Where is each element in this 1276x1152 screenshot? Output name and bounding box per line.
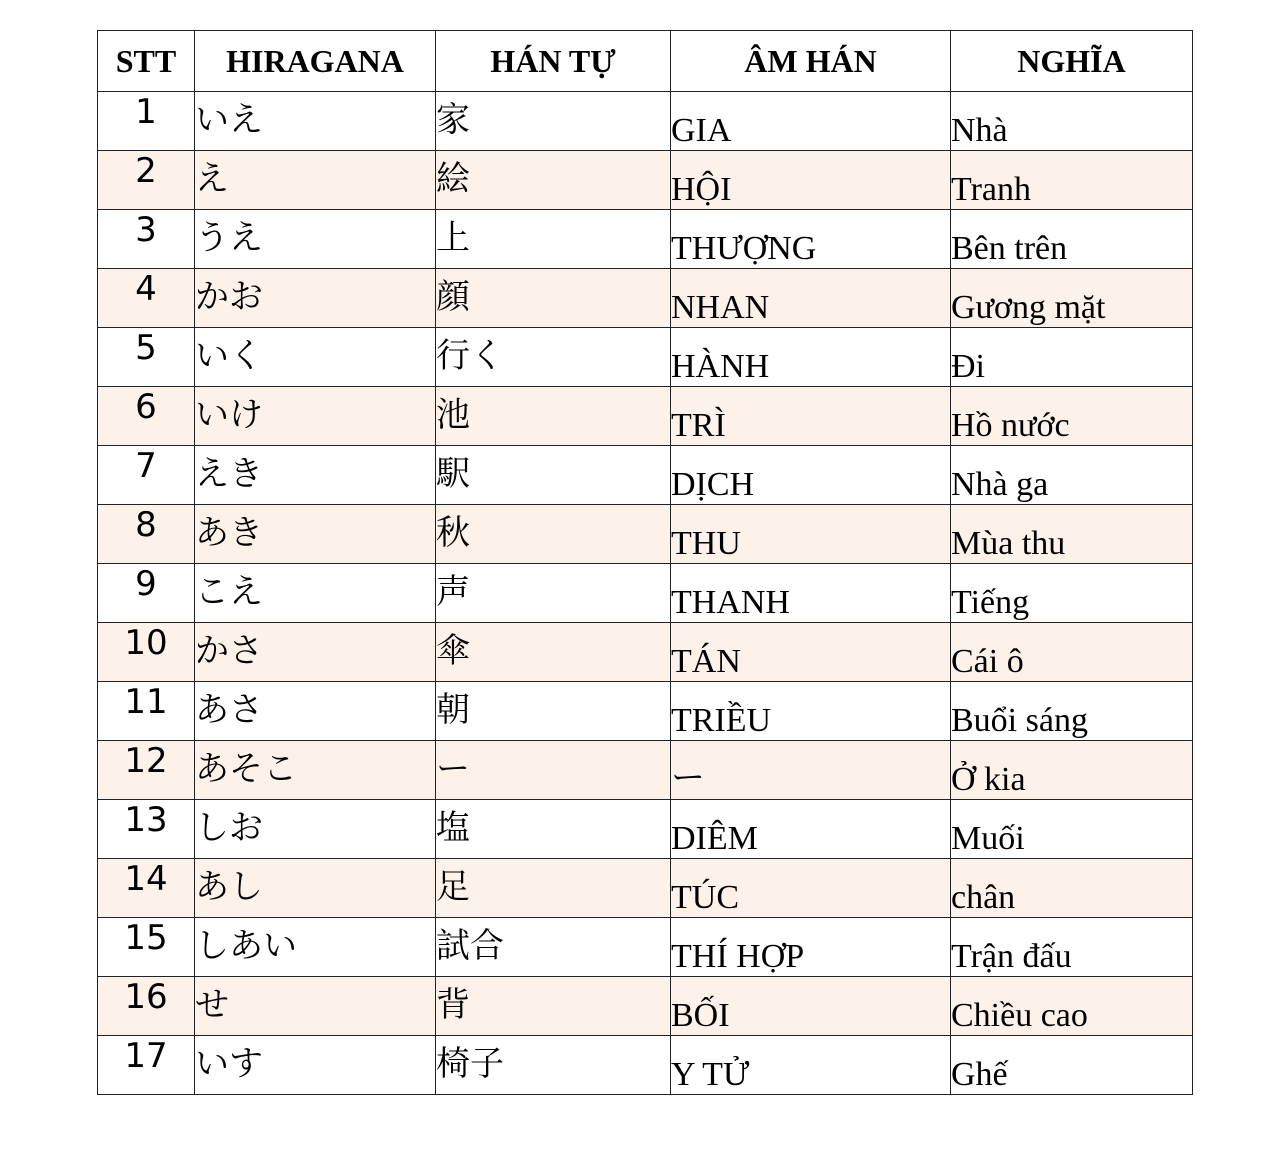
table-row xyxy=(98,387,1193,446)
cell-stt: 1 xyxy=(98,92,195,151)
cell-nghia: Hồ nước xyxy=(951,387,1193,446)
cell-nghia: Mùa thu xyxy=(951,505,1193,564)
cell-nghia: Bên trên xyxy=(951,210,1193,269)
cell-am-han: THU xyxy=(671,505,951,564)
cell-stt: 12 xyxy=(98,741,195,800)
cell-hiragana: いけ xyxy=(195,387,436,446)
table-row xyxy=(98,800,1193,859)
cell-han-tu: 駅 xyxy=(436,446,671,505)
cell-am-han: HỘI xyxy=(671,151,951,210)
table-row xyxy=(98,446,1193,505)
cell-am-han: BỐI xyxy=(671,977,951,1036)
cell-han-tu: 声 xyxy=(436,564,671,623)
cell-am-han: TRIỀU xyxy=(671,682,951,741)
cell-hiragana: しあい xyxy=(195,918,436,977)
cell-han-tu: 池 xyxy=(436,387,671,446)
cell-hiragana: うえ xyxy=(195,210,436,269)
cell-nghia: Cái ô xyxy=(951,623,1193,682)
cell-hiragana: いく xyxy=(195,328,436,387)
cell-am-han: DIÊM xyxy=(671,800,951,859)
header-stt: STT xyxy=(98,31,195,92)
cell-am-han: THANH xyxy=(671,564,951,623)
cell-han-tu: 傘 xyxy=(436,623,671,682)
cell-hiragana: かさ xyxy=(195,623,436,682)
table-row xyxy=(98,918,1193,977)
cell-stt: 16 xyxy=(98,977,195,1036)
header-row xyxy=(98,31,1193,92)
cell-stt: 7 xyxy=(98,446,195,505)
table-row xyxy=(98,210,1193,269)
cell-stt: 13 xyxy=(98,800,195,859)
cell-am-han: DỊCH xyxy=(671,446,951,505)
cell-nghia: Ghế xyxy=(951,1036,1193,1095)
header-nghia: NGHĨA xyxy=(951,31,1193,92)
table-row xyxy=(98,505,1193,564)
cell-han-tu: 顔 xyxy=(436,269,671,328)
table-row xyxy=(98,328,1193,387)
cell-han-tu: 朝 xyxy=(436,682,671,741)
cell-am-han: Y TỬ xyxy=(671,1036,951,1095)
cell-nghia: Đi xyxy=(951,328,1193,387)
cell-nghia: Gương mặt xyxy=(951,269,1193,328)
cell-han-tu: 行く xyxy=(436,328,671,387)
cell-nghia: Tiếng xyxy=(951,564,1193,623)
cell-hiragana: こえ xyxy=(195,564,436,623)
header-hiragana: HIRAGANA xyxy=(195,31,436,92)
cell-han-tu: 秋 xyxy=(436,505,671,564)
cell-am-han: THÍ HỢP xyxy=(671,918,951,977)
table-row xyxy=(98,741,1193,800)
cell-han-tu: 足 xyxy=(436,859,671,918)
cell-nghia: Ở kia xyxy=(951,741,1193,800)
table-row xyxy=(98,623,1193,682)
cell-stt: 17 xyxy=(98,1036,195,1095)
cell-han-tu: 絵 xyxy=(436,151,671,210)
cell-han-tu: 家 xyxy=(436,92,671,151)
cell-nghia: chân xyxy=(951,859,1193,918)
table-body xyxy=(98,92,1193,1095)
cell-stt: 9 xyxy=(98,564,195,623)
table-row xyxy=(98,1036,1193,1095)
cell-nghia: Muối xyxy=(951,800,1193,859)
cell-stt: 4 xyxy=(98,269,195,328)
table-row xyxy=(98,269,1193,328)
cell-hiragana: あき xyxy=(195,505,436,564)
table-row xyxy=(98,92,1193,151)
cell-nghia: Chiều cao xyxy=(951,977,1193,1036)
cell-hiragana: あそこ xyxy=(195,741,436,800)
cell-hiragana: いえ xyxy=(195,92,436,151)
cell-am-han: TRÌ xyxy=(671,387,951,446)
cell-hiragana: せ xyxy=(195,977,436,1036)
cell-hiragana: えき xyxy=(195,446,436,505)
cell-am-han: TÁN xyxy=(671,623,951,682)
cell-stt: 3 xyxy=(98,210,195,269)
cell-stt: 15 xyxy=(98,918,195,977)
cell-hiragana: あし xyxy=(195,859,436,918)
cell-hiragana: え xyxy=(195,151,436,210)
cell-han-tu: 上 xyxy=(436,210,671,269)
header-am-han: ÂM HÁN xyxy=(671,31,951,92)
cell-am-han: NHAN xyxy=(671,269,951,328)
cell-stt: 2 xyxy=(98,151,195,210)
cell-stt: 11 xyxy=(98,682,195,741)
cell-han-tu: 試合 xyxy=(436,918,671,977)
cell-stt: 8 xyxy=(98,505,195,564)
cell-hiragana: かお xyxy=(195,269,436,328)
table-row xyxy=(98,977,1193,1036)
cell-nghia: Nhà ga xyxy=(951,446,1193,505)
cell-stt: 5 xyxy=(98,328,195,387)
table-row xyxy=(98,151,1193,210)
cell-nghia: Nhà xyxy=(951,92,1193,151)
cell-stt: 14 xyxy=(98,859,195,918)
cell-han-tu: 塩 xyxy=(436,800,671,859)
cell-han-tu: 椅子 xyxy=(436,1036,671,1095)
cell-am-han: THƯỢNG xyxy=(671,210,951,269)
cell-stt: 10 xyxy=(98,623,195,682)
table-row xyxy=(98,859,1193,918)
cell-nghia: Tranh xyxy=(951,151,1193,210)
cell-hiragana: しお xyxy=(195,800,436,859)
cell-hiragana: あさ xyxy=(195,682,436,741)
vocabulary-table xyxy=(97,30,1193,1095)
cell-am-han: TÚC xyxy=(671,859,951,918)
cell-nghia: Trận đấu xyxy=(951,918,1193,977)
table-row xyxy=(98,564,1193,623)
header-han-tu: HÁN TỰ xyxy=(436,31,671,92)
cell-han-tu: 背 xyxy=(436,977,671,1036)
cell-stt: 6 xyxy=(98,387,195,446)
cell-han-tu: ー xyxy=(436,741,671,800)
cell-nghia: Buổi sáng xyxy=(951,682,1193,741)
cell-am-han: HÀNH xyxy=(671,328,951,387)
cell-hiragana: いす xyxy=(195,1036,436,1095)
table-row xyxy=(98,682,1193,741)
cell-am-han: ー xyxy=(671,741,951,800)
cell-am-han: GIA xyxy=(671,92,951,151)
